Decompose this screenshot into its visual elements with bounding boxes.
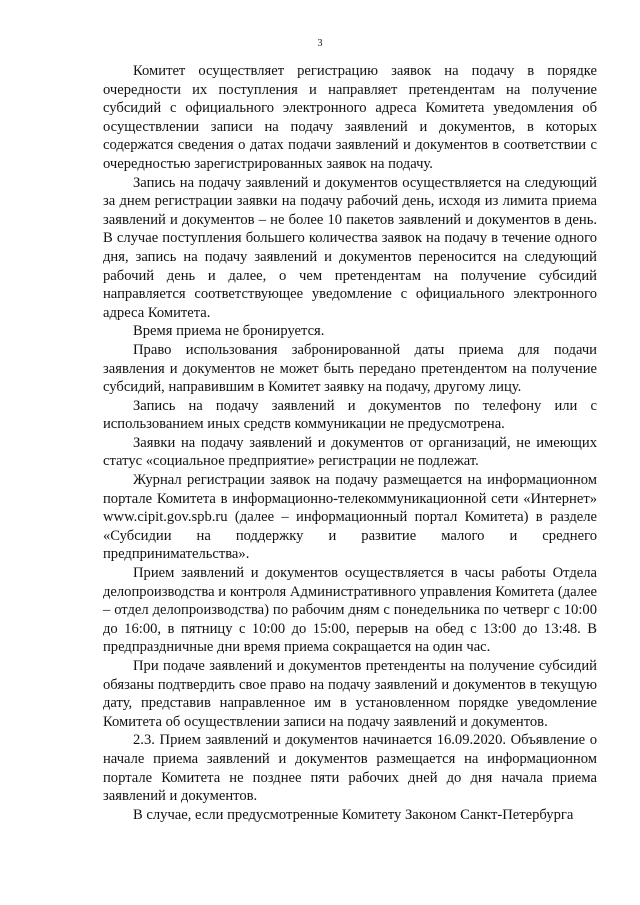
paragraph-phone-booking: Запись на подачу заявлений и документов по телефону или с использованием иных средств коммуникации не предусмотрена. [103, 397, 597, 433]
paragraph-section-2-3: 2.3. Прием заявлений и документов начинается 16.09.2020. Объявление о начале приема заявлений и документов размещается на информационном портале Комитета не позднее пяти рабочих дней до дня начала приема заявлений и документов. [103, 732, 597, 805]
paragraph-hours: Прием заявлений и документов осуществляется в часы работы Отдела делопроизводства и контроля Административного управления Комитета (далее – отдел делопроизводства) по рабочим дням с понедельника по четверг с 10:00 до 16:00, в пятницу с 10:00 до 15:00, перерыв на обед с 13:00 до 13:48. В предпраздничные дни время приема сокращается на один час. [103, 565, 597, 656]
page-number: 3 [317, 38, 323, 49]
paragraph-no-reservation: Время приема не бронируется. [133, 323, 325, 340]
paragraph-booking: Запись на подачу заявлений и документов осуществляется на следующий за днем регистрации заявки на подачу рабочий день, исходя из лимита приема заявлений и документов – не более 10 пакетов заявлений и документов в день. В случае поступления большего количества заявок на подачу в течение одного дня, запись на подачу заявлений и документов переносится на следующий рабочий день и далее, о чем претендентам на получение субсидий направляется соответствующее уведомление с официального электронного адреса Комитета. [103, 174, 597, 321]
paragraph-continuation: В случае, если предусмотренные Комитету Законом Санкт-Петербурга [133, 806, 574, 823]
paragraph-transfer-right: Право использования забронированной даты приема для подачи заявления и документов не может быть передано претендентом на получение субсидий, направившим в Комитет заявку на подачу, другому лицу. [103, 341, 597, 396]
document-body [103, 62, 597, 824]
paragraph-registration: Комитет осуществляет регистрацию заявок на подачу в порядке очередности их поступления и направляет претендентам на получение субсидий с официального электронного адреса Комитета уведомления об осуществлении записи на подачу заявлений и документов, в которых содержатся сведения о датах подачи заявлений и документов в соответствии с очередностью зарегистрированных заявок на подачу. [103, 63, 597, 172]
paragraph-journal: Журнал регистрации заявок на подачу размещается на информационном портале Комитета в информационно-телекоммуникационной сети «Интернет» www.cipit.gov.spb.ru (далее – информационный портал Комитета) в разделе «Субсидии на поддержку и развитие малого и среднего предпринимательства». [103, 472, 597, 563]
paragraph-social-enterprise: Заявки на подачу заявлений и документов от организаций, не имеющих статус «социальное предприятие» регистрации не подлежат. [103, 434, 597, 470]
paragraph-confirmation: При подаче заявлений и документов претенденты на получение субсидий обязаны подтвердить свое право на подачу заявлений и документов в текущую дату, представив направленное им в установленном порядке уведомление Комитета об осуществлении записи на подачу заявлений и документов. [103, 658, 597, 730]
